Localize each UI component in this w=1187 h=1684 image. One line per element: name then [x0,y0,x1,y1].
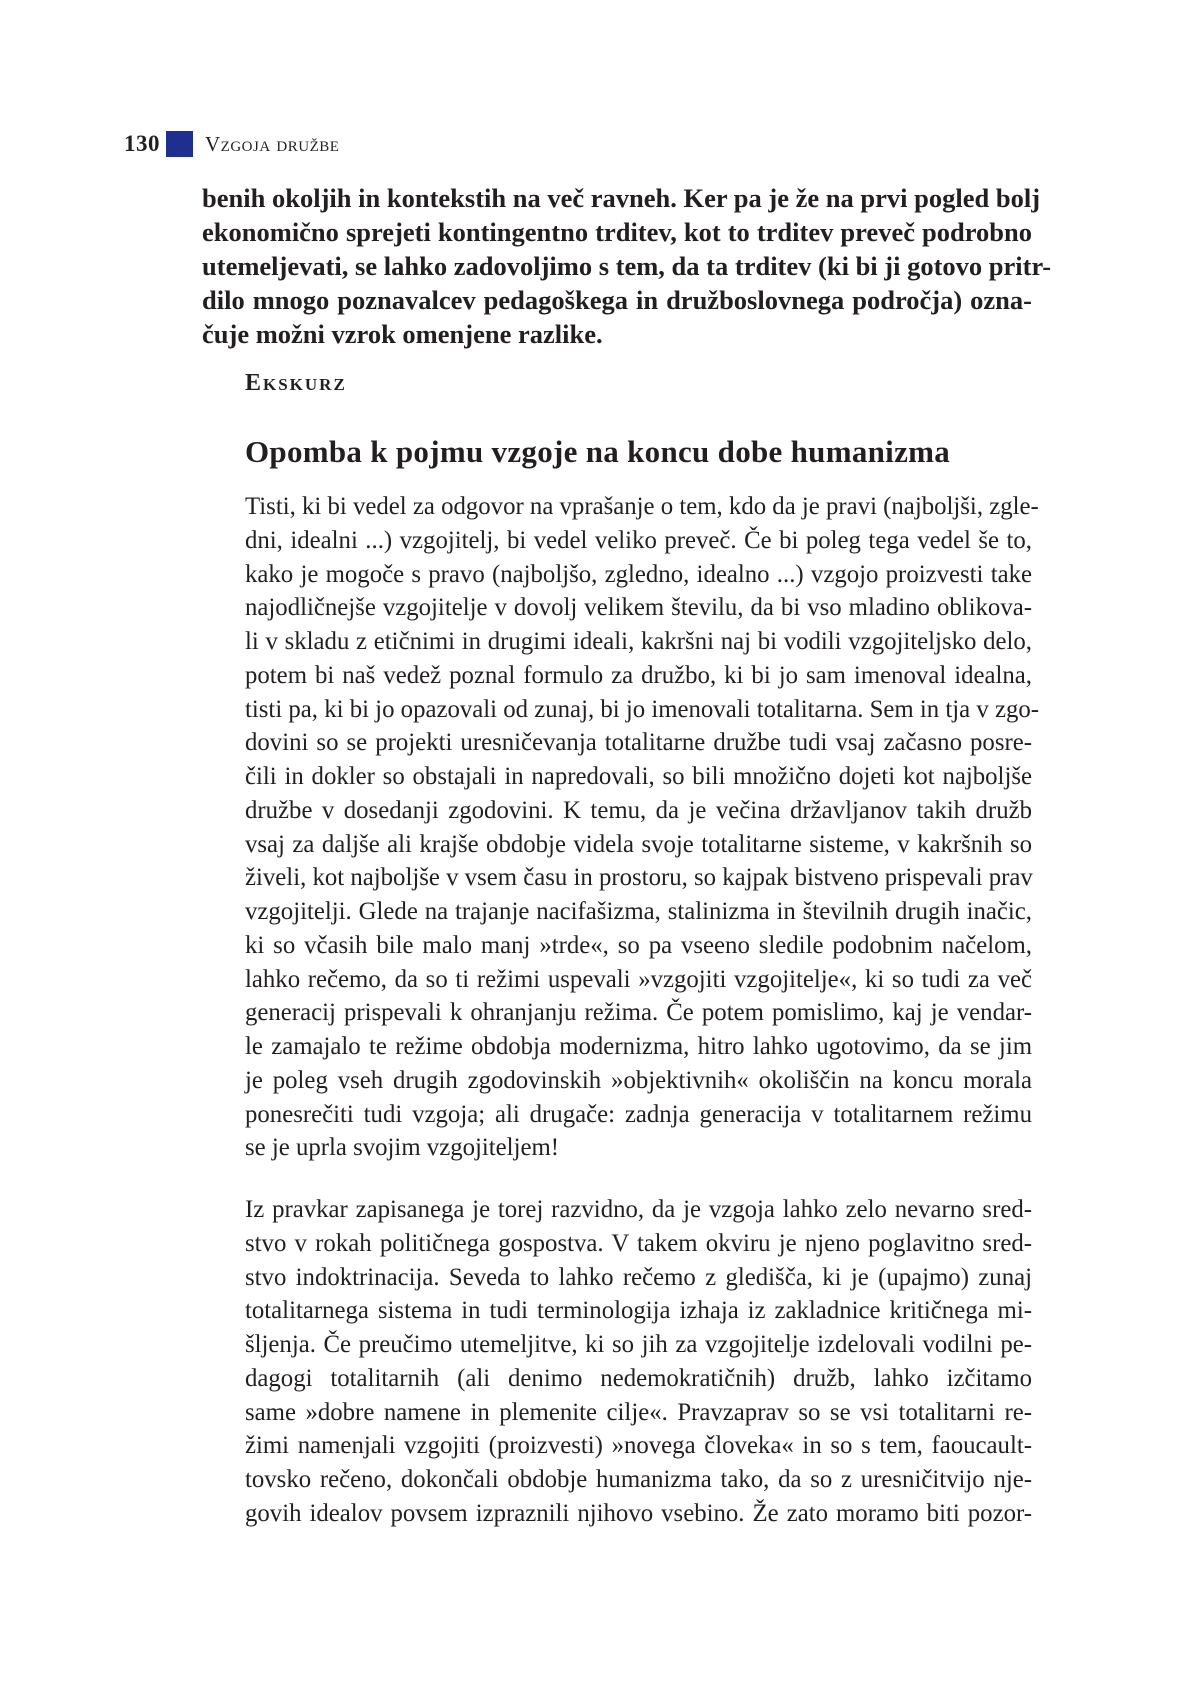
text-line: čuje možni vzrok omenjene razlike. [202,319,603,349]
text-line: ponesrečiti tudi vzgoja; ali drugače: zadnja generacija v totalitarnem režimu [245,1100,1032,1128]
text-line: žimi namenjali vzgojiti (proizvesti) »novega človeka« in so s tem, faoucault- [245,1432,1032,1460]
text-line: najodličnejše vzgojitelje v dovolj velikem številu, da bi vso mladino oblikova- [245,594,1032,622]
text-line: čili in dokler so obstajali in napredovali, so bili množično dojeti kot najboljše [245,763,1032,790]
header-square-ornament [166,131,193,157]
text-line: li v skladu z etičnimi in drugimi ideali, kakršni naj bi vodili vzgojiteljsko delo, [245,628,1032,655]
excursus-heading: Opomba k pojmu vzgoje na koncu dobe humanizma [245,434,951,469]
text-line: vsaj za daljše ali krajše obdobje videla svoje totalitarne sisteme, v kakršnih so [245,830,1032,858]
excursus-label: Ekskurz [245,370,347,396]
text-line: Iz pravkar zapisanega je torej razvidno, da je vzgoja lahko zelo nevarno sred- [245,1196,1032,1223]
text-line: govih idealov povsem izpraznili njihovo vsebino. Že zato moramo biti pozor- [245,1499,1032,1527]
text-line: generacij prispevali k ohranjanju režima. Če potem pomislimo, kaj je vendar- [245,999,1032,1027]
excursus-paragraph-2 [245,1193,1032,1531]
text-line: se je uprla svojim vzgojiteljem! [245,1134,560,1162]
text-line: totalitarnega sistema in tudi terminologija izhaja iz zakladnice kritičnega mi- [245,1297,1032,1325]
text-line: je poleg vseh drugih zgodovinskih »objektivnih« okoliščin na koncu morala [245,1066,1032,1094]
text-line: potem bi naš vedež poznal formulo za družbo, ki bi jo sam imenoval idealna, [245,661,1032,689]
text-line: ki so včasih bile malo manj »trde«, so pa vseeno sledile podobnim načelom, [245,931,1032,959]
text-line: ekonomično sprejeti kontingentno trditev, kot to trditev preveč podrobno [202,217,1032,247]
text-line: le zamajalo te režime obdobja modernizma, hitro lahko ugotovimo, da se jim [245,1033,1032,1060]
text-line: dni, idealni ...) vzgojitelj, bi vedel veliko preveč. Če bi poleg tega vedel še to, [245,526,1032,554]
text-line: utemeljevati, se lahko zadovoljimo s tem, da ta trditev (ki bi ji gotovo pritr- [202,251,1052,281]
running-title: Vzgoja družbe [205,131,340,156]
excursus-paragraph-1 [245,490,1040,1165]
text-line: same »dobre namene in plemenite cilje«. Pravzaprav so se vsi totalitarni re- [245,1398,1032,1426]
text-line: Tisti, ki bi vedel za odgovor na vprašanje o tem, kdo da je pravi (najboljši, zgle- [245,493,1039,520]
running-header [124,128,339,160]
intro-paragraph [202,181,1052,351]
text-line: benih okoljih in kontekstih na več ravneh. Ker pa je že na prvi pogled bolj [202,183,1041,213]
text-line: dagogi totalitarnih (ali denimo nedemokratičnih) družb, lahko izčitamo [245,1364,1032,1392]
text-line: tovsko rečeno, dokončali obdobje humanizma tako, da so z uresničitvijo nje- [245,1466,1032,1493]
text-line: lahko rečemo, da so ti režimi uspevali »vzgojiti vzgojitelje«, ki so tudi za več [245,965,1032,993]
text-line: dovini so se projekti uresničevanja totalitarne družbe tudi vsaj začasno posre- [245,729,1032,757]
text-line: stvo indoktrinacija. Seveda to lahko rečemo z gledišča, ki je (upajmo) zunaj [245,1263,1032,1291]
text-line: tisti pa, ki bi jo opazovali od zunaj, bi jo imenovali totalitarna. Sem in tja v zgo- [245,695,1040,723]
page-number: 130 [124,131,160,156]
text-line: dilo mnogo poznavalcev pedagoškega in družboslovnega področja) ozna- [202,285,1032,315]
text-line: vzgojitelji. Glede na trajanje nacifašizma, stalinizma in številnih drugih inačic, [245,898,1032,925]
text-line: živeli, kot najboljše v vsem času in prostoru, so kajpak bistveno prispevali prav [245,864,1033,892]
text-line: šljenja. Če preučimo utemeljitve, ki so jih za vzgojitelje izdelovali vodilni pe- [245,1331,1032,1358]
text-line: družbe v dosedanji zgodovini. K temu, da je večina državljanov takih družb [245,796,1032,824]
text-line: stvo v rokah političnega gospostva. V takem okviru je njeno poglavitno sred- [245,1229,1032,1257]
text-line: kako je mogoče s pravo (najboljšo, zgledno, idealno ...) vzgojo proizvesti take [245,560,1032,588]
